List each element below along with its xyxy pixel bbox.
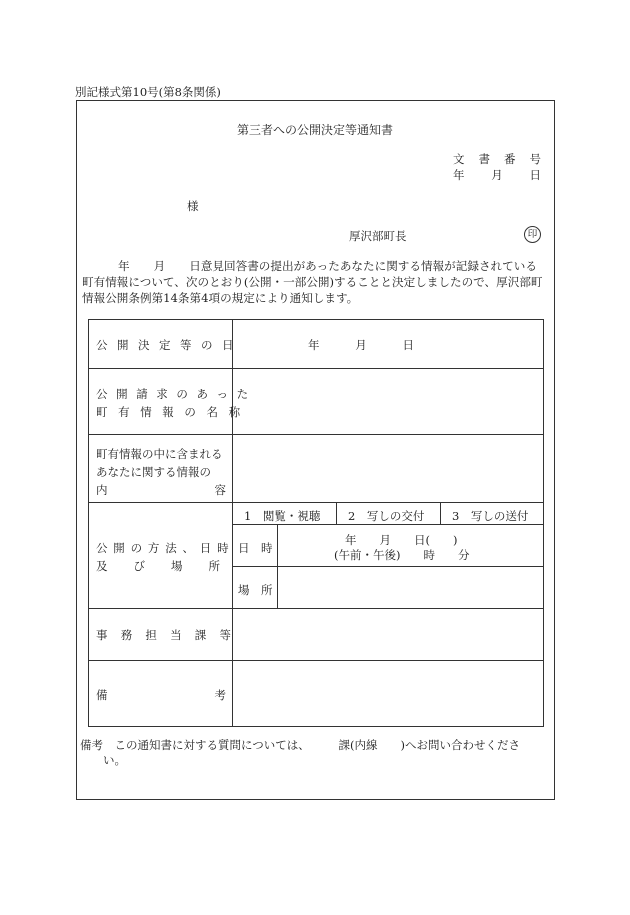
date-year: 年 <box>308 338 320 352</box>
table-col-line <box>440 502 441 524</box>
form-label: 別記様式第10号(第8条関係) <box>75 85 221 99</box>
method-option-copy-delivery: 2 写しの交付 <box>348 509 425 523</box>
footnote-line-2: い。 <box>103 753 126 767</box>
row-label-decision-date <box>96 337 243 353</box>
label-text: 事務担当課等 <box>96 628 245 642</box>
date-year: 年 <box>453 168 465 182</box>
footnote-line-1: 備考 この通知書に対する質問については、 課(内線 )へお問い合わせくださ <box>80 738 520 752</box>
body-text-line-3: 情報公開条例第14条第4項の規定により通知します。 <box>82 291 359 305</box>
label-char: 備 <box>96 688 108 702</box>
body-month: 月 <box>153 259 166 273</box>
row-label-info-name <box>96 386 257 420</box>
table-row-line <box>232 524 544 525</box>
document-number-label <box>453 151 541 167</box>
label-line: 町有情報の中に含まれる <box>96 447 223 461</box>
label-line <box>96 482 226 498</box>
table-row-line <box>88 434 544 435</box>
table-col-line <box>336 502 337 524</box>
row-label-info-content <box>96 446 226 498</box>
body-text: 日意見回答書の提出があったあなたに関する情報が記録されている <box>189 259 537 273</box>
method-option-copy-mail: 3 写しの送付 <box>452 509 529 523</box>
body-year: 年 <box>118 259 130 273</box>
date-month: 月 <box>355 338 367 352</box>
label-char: 容 <box>214 483 226 497</box>
datetime-date-line: 年 月 日( ) <box>345 533 458 547</box>
table-row-line <box>232 566 544 567</box>
label-line: 町有情報の名称 <box>96 405 251 419</box>
seal-mark: 印 <box>524 226 541 243</box>
body-text-line-2: 町有情報について、次のとおり(公開・一部公開)することと決定しましたので、厚沢部町 <box>82 275 543 289</box>
doc-number-char: 文 <box>453 152 465 166</box>
datetime-time-line: (午前・午後) 時 分 <box>334 548 470 562</box>
table-row-line <box>88 502 544 503</box>
body-text-line-1 <box>82 258 550 274</box>
table-row-line <box>88 608 544 609</box>
method-option-view: 1 閲覧・視聴 <box>244 509 321 523</box>
table-divider <box>232 319 233 727</box>
row-label-disclosure-method <box>96 540 246 574</box>
label-line: あなたに関する情報の <box>96 465 211 479</box>
issuer-name: 厚沢部町長 <box>349 229 407 243</box>
doc-number-char: 書 <box>478 152 490 166</box>
place-label: 場 所 <box>238 583 273 597</box>
table-row-line <box>88 660 544 661</box>
row-label-remarks <box>96 687 226 703</box>
label-char: 内 <box>96 483 108 497</box>
date-month: 月 <box>491 168 503 182</box>
table-row-line <box>88 368 544 369</box>
date-day: 日 <box>529 168 541 182</box>
label-line: 及び場所 <box>96 559 246 573</box>
label-text: 公開決定等の日 <box>96 338 243 352</box>
table-col-line <box>277 524 278 608</box>
doc-number-char: 号 <box>529 152 541 166</box>
doc-number-char: 番 <box>504 152 516 166</box>
addressee-suffix: 様 <box>187 199 199 213</box>
label-line: 公開の方法、日時 <box>96 541 235 555</box>
date-day: 日 <box>402 338 414 352</box>
label-char: 考 <box>214 688 226 702</box>
datetime-label: 日 時 <box>238 541 273 555</box>
row-label-office-in-charge <box>96 627 245 643</box>
document-date-label <box>453 167 541 183</box>
decision-date-field <box>308 337 414 353</box>
label-line: 公開請求のあった <box>96 387 257 401</box>
document-title: 第三者への公開決定等通知書 <box>236 123 393 137</box>
